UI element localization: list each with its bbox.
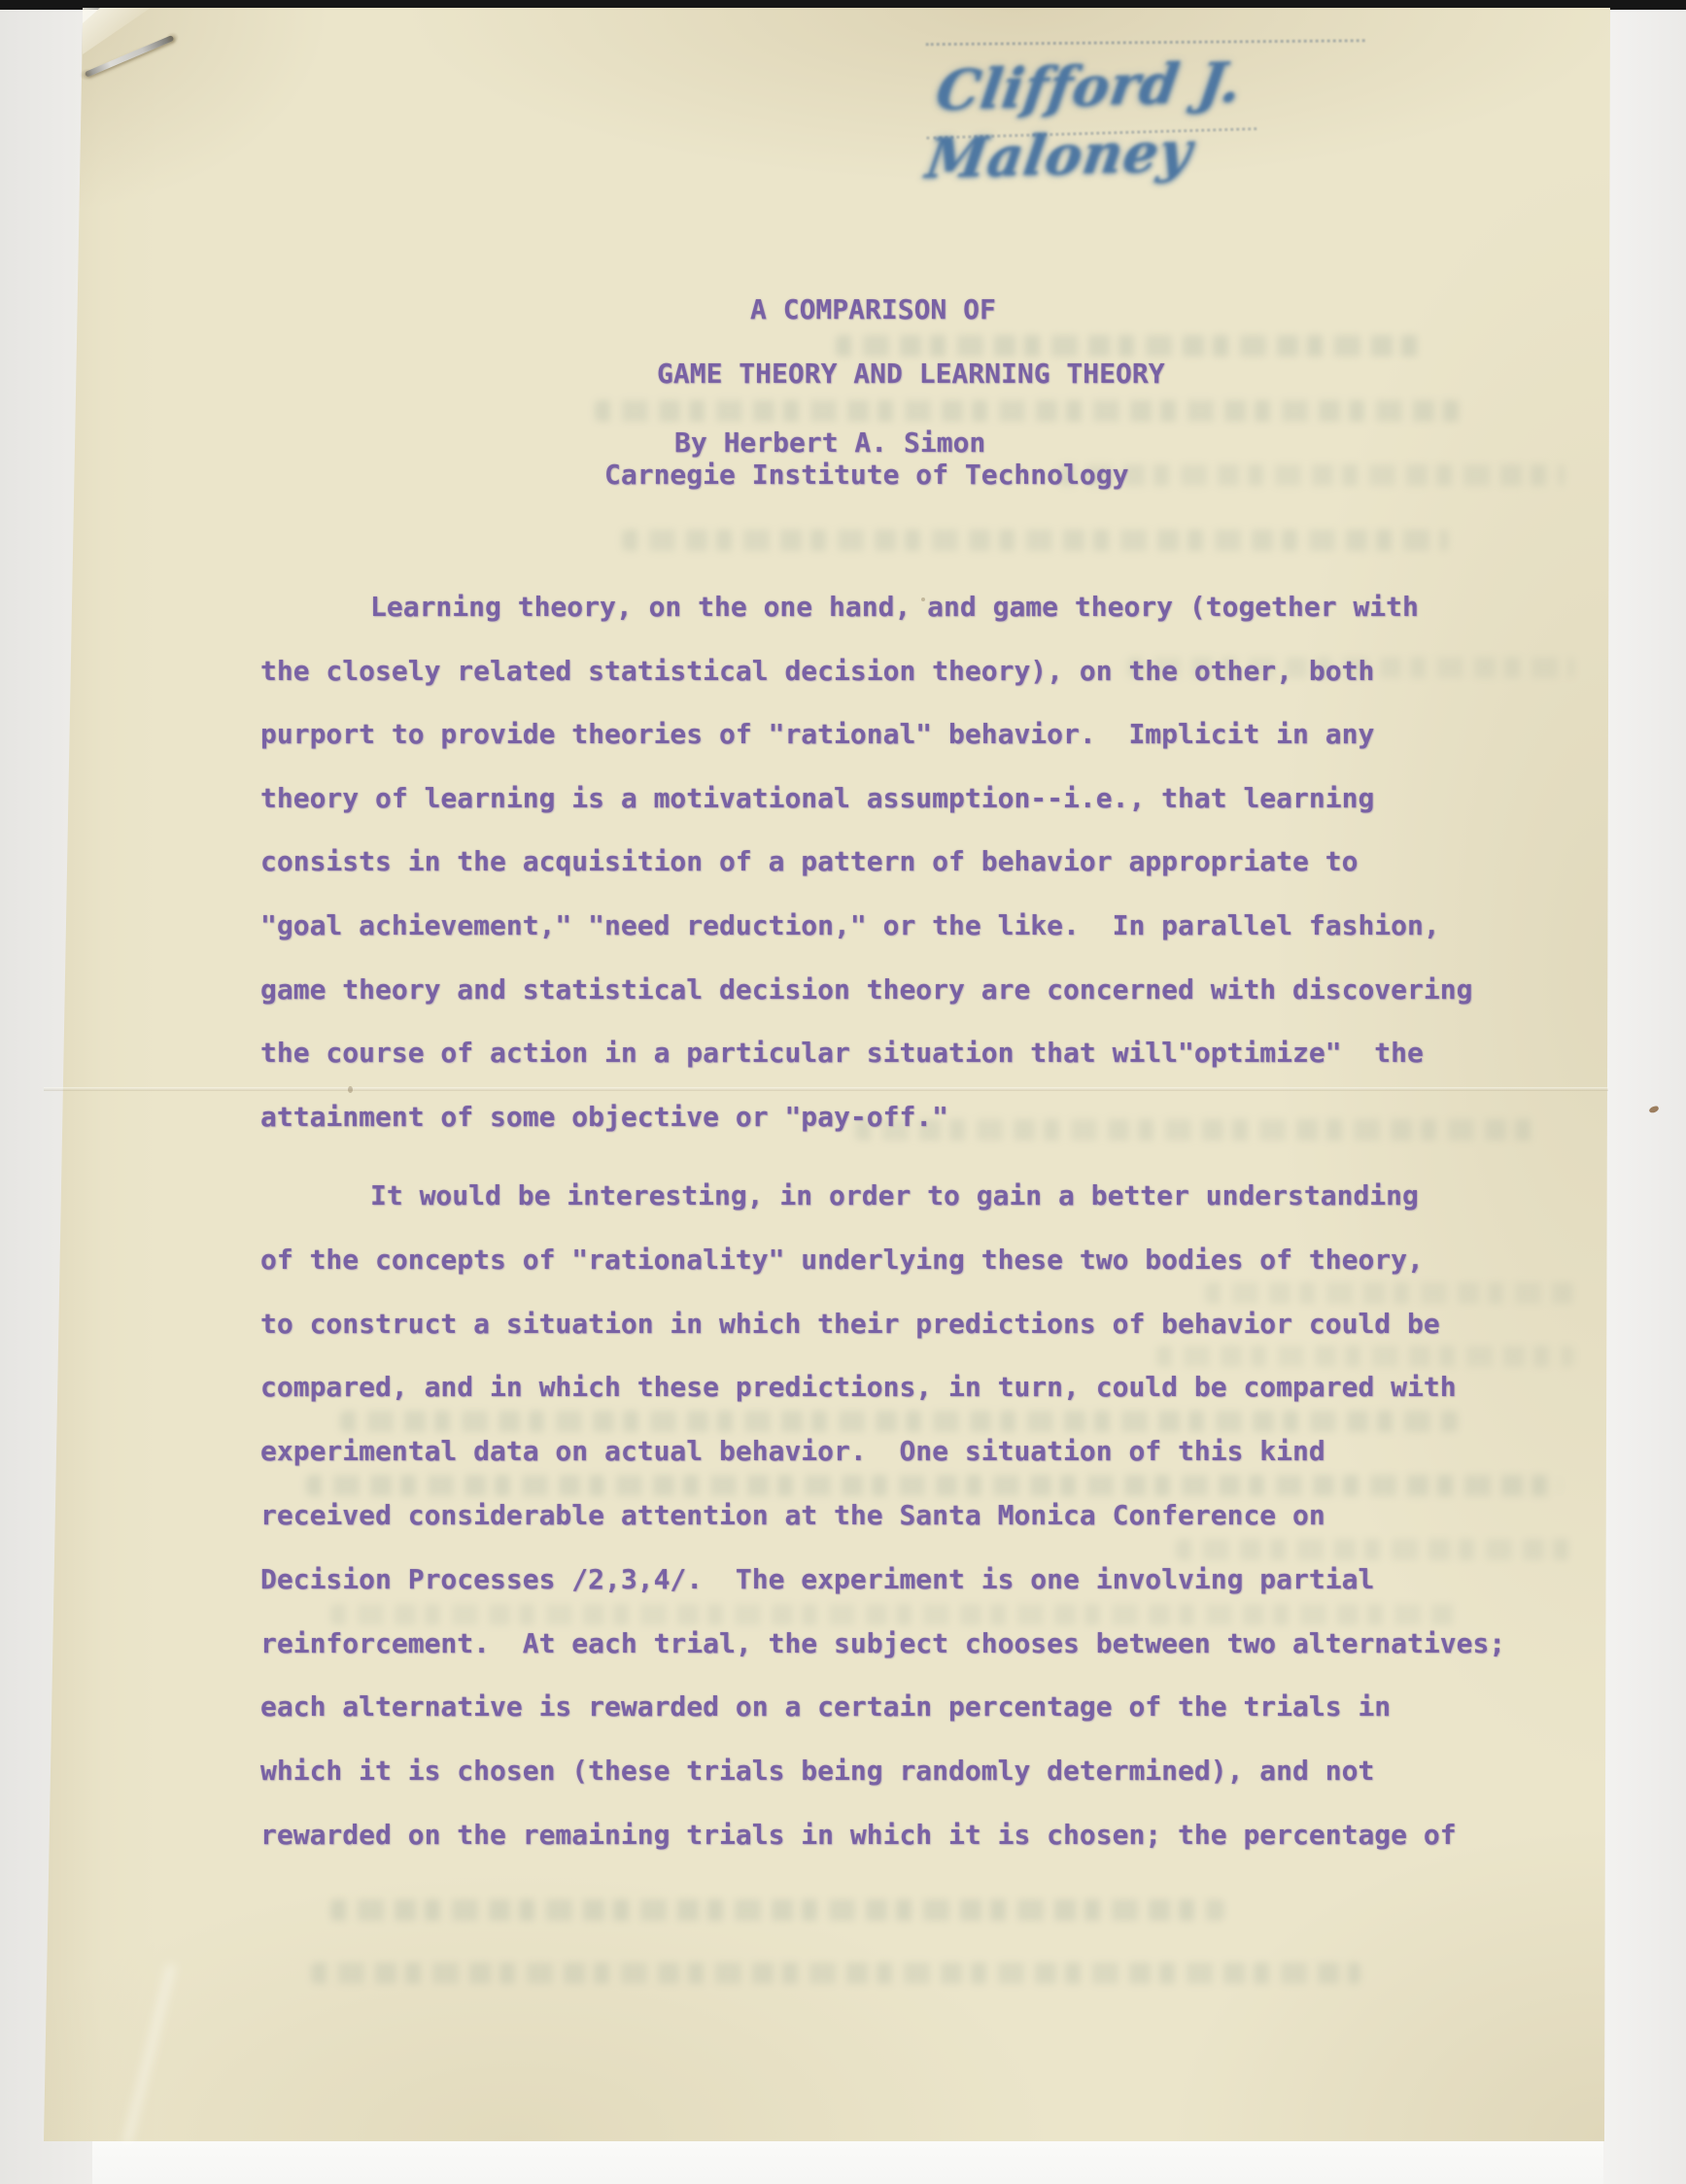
stamp-signature-text: Clifford J. Maloney bbox=[921, 50, 1247, 191]
typed-line: experimental data on actual behavior. One situation of this kind bbox=[260, 1435, 1325, 1467]
typed-line: received considerable attention at the Santa Monica Conference on bbox=[260, 1499, 1325, 1531]
typed-line: "goal achievement," "need reduction," or the like. In parallel fashion, bbox=[260, 909, 1440, 941]
typed-line: each alternative is rewarded on a certain percentage of the trials in bbox=[260, 1690, 1392, 1723]
typed-line: of the concepts of "rationality" underlying these two bodies of theory, bbox=[260, 1244, 1424, 1276]
typed-line: the closely related statistical decision theory), on the other, both bbox=[260, 655, 1375, 687]
typed-line: Learning theory, on the one hand, and game theory (together with bbox=[370, 591, 1419, 623]
typed-line: compared, and in which these predictions, in turn, could be compared with bbox=[260, 1371, 1457, 1403]
scanner-speck bbox=[1648, 1105, 1659, 1113]
bleed-through-smudge bbox=[855, 1119, 1535, 1141]
typed-line: It would be interesting, in order to gain a better understanding bbox=[370, 1179, 1419, 1211]
bleed-through-smudge bbox=[340, 1411, 1458, 1432]
typed-line: game theory and statistical decision theory are concerned with discovering bbox=[260, 973, 1473, 1006]
fold-crease bbox=[44, 1087, 1608, 1091]
bleed-through-smudge bbox=[330, 1899, 1224, 1921]
typed-line: rewarded on the remaining trials in which it is chosen; the percentage of bbox=[260, 1819, 1457, 1851]
bleed-through-smudge bbox=[836, 335, 1428, 357]
typed-line: which it is chosen (these trials being randomly determined), and not bbox=[260, 1755, 1375, 1787]
bleed-through-smudge bbox=[311, 1962, 1360, 1984]
paper-speck bbox=[348, 1086, 353, 1093]
typed-line: attainment of some objective or "pay-off." bbox=[260, 1101, 949, 1133]
typed-line: Decision Processes /2,3,4/. The experiment is one involving partial bbox=[260, 1563, 1375, 1595]
typed-line: theory of learning is a motivational assumption--i.e., that learning bbox=[260, 782, 1375, 814]
typed-line: purport to provide theories of "rational" behavior. Implicit in any bbox=[260, 718, 1375, 750]
title-line-1: A COMPARISON OF bbox=[750, 293, 996, 325]
bleed-through-smudge bbox=[1176, 1539, 1574, 1560]
bleed-through-smudge bbox=[1059, 464, 1565, 486]
bleed-through-smudge bbox=[622, 529, 1448, 551]
stamp-border-top bbox=[926, 39, 1365, 46]
title-line-2: GAME THEORY AND LEARNING THEORY bbox=[657, 358, 1165, 390]
typed-line: reinforcement. At each trial, the subject chooses between two alternatives; bbox=[260, 1627, 1506, 1659]
bleed-through-smudge bbox=[1205, 1282, 1574, 1304]
affiliation: Carnegie Institute of Technology bbox=[604, 459, 1129, 491]
bleed-through-smudge bbox=[595, 400, 1460, 422]
bleed-through-smudge bbox=[1156, 1346, 1574, 1367]
typed-line: the course of action in a particular situation that will"optimize" the bbox=[260, 1037, 1424, 1069]
bleed-through-smudge bbox=[330, 1604, 1458, 1625]
signature-stamp bbox=[920, 26, 1388, 191]
typed-line: consists in the acquisition of a pattern of behavior appropriate to bbox=[260, 845, 1359, 877]
bleed-through-smudge bbox=[306, 1475, 1560, 1496]
byline: By Herbert A. Simon bbox=[674, 427, 986, 459]
typed-line: to construct a situation in which their predictions of behavior could be bbox=[260, 1308, 1440, 1340]
